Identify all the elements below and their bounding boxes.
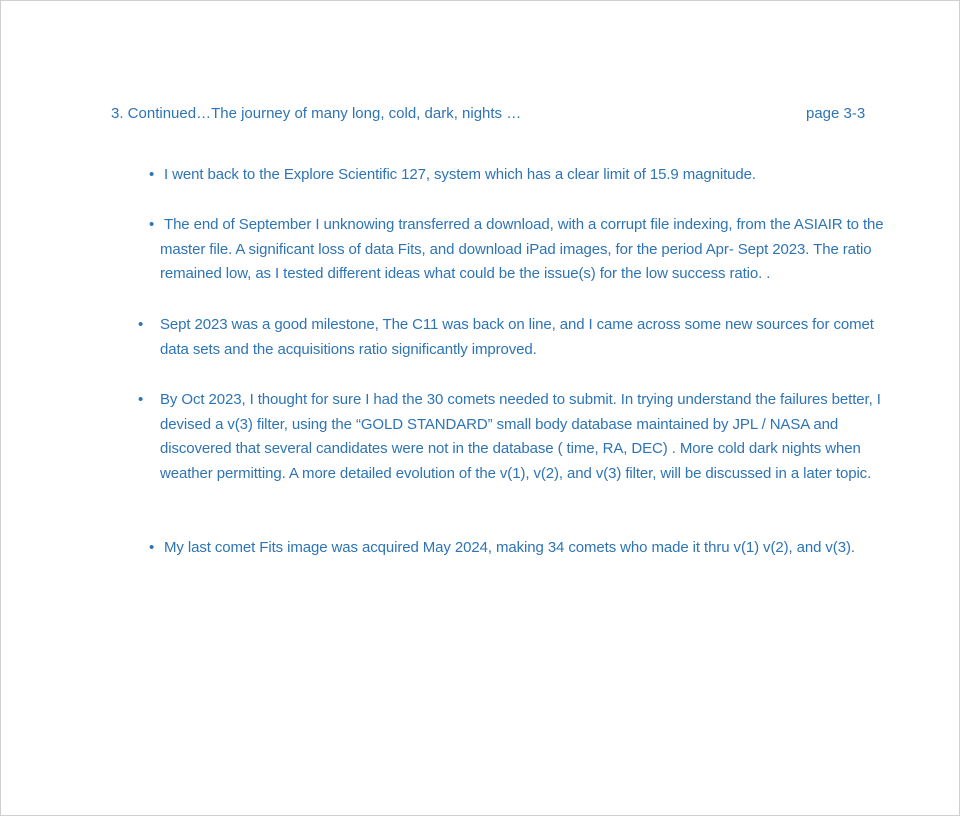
list-item-text: By Oct 2023, I thought for sure I had the 30 comets needed to submit. In trying understand the failures better, I devised a v(3) filter, using the “GOLD STANDARD” small body database maintained by JPL / NASA and discovered that several candidates were not in the database ( time, RA, DEC) . More cold dark nights when weather permitting. A more detailed evolution of the v(1), v(2), and v(3) filter, will be discussed in a later topic. xyxy=(160,391,881,482)
page-number: page 3-3 xyxy=(806,105,866,122)
bullet-icon: • xyxy=(149,216,155,233)
list-item-text: Sept 2023 was a good milestone, The C11 was back on line, and I came across some new sources for comet data sets and the acquisitions ratio significantly improved. xyxy=(160,316,874,358)
bullet-icon: • xyxy=(138,316,144,333)
list-item-text: The end of September I unknowing transferred a download, with a corrupt file indexing, from the ASIAIR to the master file. A significant loss of data Fits, and download iPad images, for the period Apr- Sept 2023. The ratio remained low, as I tested different ideas what could be the issue(s) for the low success ratio. . xyxy=(160,216,884,282)
list-item-text: I went back to the Explore Scientific 127, system which has a clear limit of 15.9 magnitude. xyxy=(164,166,756,183)
page-header xyxy=(111,104,871,124)
list-item xyxy=(149,213,900,287)
list-item xyxy=(149,536,906,561)
section-title: 3. Continued…The journey of many long, cold, dark, nights … xyxy=(111,105,522,122)
bullet-icon: • xyxy=(149,166,155,183)
list-item xyxy=(138,313,905,362)
bullet-icon: • xyxy=(138,391,144,408)
list-item-text: My last comet Fits image was acquired May 2024, making 34 comets who made it thru v(1) v(2), and v(3). xyxy=(164,539,855,556)
list-item xyxy=(138,388,905,486)
bullet-icon: • xyxy=(149,539,155,556)
list-item xyxy=(149,163,901,188)
